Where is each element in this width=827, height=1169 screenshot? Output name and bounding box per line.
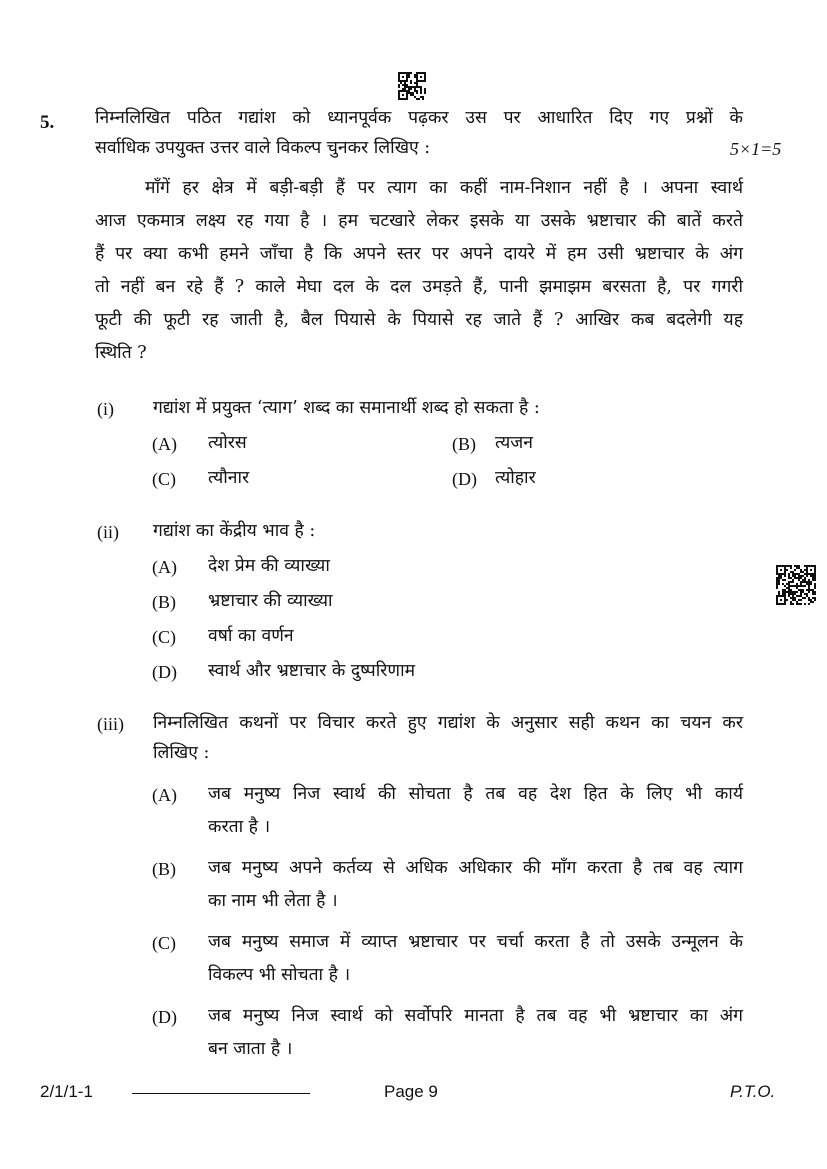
option-text: त्यजन bbox=[495, 433, 533, 453]
paper-code: 2/1/1-1 bbox=[40, 1082, 93, 1101]
option-label: (D) bbox=[452, 469, 477, 489]
subquestion-label: (ii) bbox=[97, 522, 119, 542]
option-label: (D) bbox=[152, 662, 177, 682]
qr-code-top bbox=[398, 72, 426, 100]
passage-line: माँगें हर क्षेत्र में बड़ी-बड़ी हैं पर त्याग का कहीं नाम-निशान नहीं है । अपना स्वार्थ bbox=[145, 178, 743, 198]
passage-line: तो नहीं बन रहे हैं ? काले मेघा दल के दल उमड़ते हैं, पानी झमाझम बरसता है, पर गगरी bbox=[95, 277, 743, 297]
subquestion-text: गद्यांश का केंद्रीय भाव है : bbox=[153, 521, 316, 541]
option-text: त्योरस bbox=[208, 433, 247, 453]
question-number: 5. bbox=[40, 112, 55, 133]
qr-code-side bbox=[776, 565, 816, 605]
passage-line: स्थिति ? bbox=[95, 343, 147, 363]
passage-line: आज एकमात्र लक्ष्य रह गया है । हम चटखारे लेकर इसके या उसके भ्रष्टाचार की बातें करते bbox=[95, 211, 743, 231]
option-label: (B) bbox=[152, 592, 176, 612]
option-text: वर्षा का वर्णन bbox=[208, 626, 294, 646]
question-instruction-cont: सर्वाधिक उपयुक्त उत्तर वाले विकल्प चुनकर लिखिए : bbox=[95, 138, 431, 158]
option-text-cont: का नाम भी लेता है । bbox=[208, 891, 338, 911]
option-text: त्यौनार bbox=[208, 468, 250, 488]
option-text: जब मनुष्य समाज में व्याप्त भ्रष्टाचार पर चर्चा करता है तो उसके उन्मूलन के bbox=[208, 932, 743, 952]
page-number: Page 9 bbox=[384, 1082, 438, 1101]
option-text: जब मनुष्य निज स्वार्थ की सोचता है तब वह देश हित के लिए भी कार्य bbox=[208, 784, 743, 804]
pto-label: P.T.O. bbox=[730, 1082, 776, 1101]
option-label: (A) bbox=[152, 434, 177, 454]
option-text: देश प्रेम की व्याख्या bbox=[208, 556, 330, 576]
subquestion-text: गद्यांश में प्रयुक्त ‘त्याग’ शब्द का समानार्थी शब्द हो सकता है : bbox=[153, 398, 540, 418]
option-text: स्वार्थ और भ्रष्टाचार के दुष्परिणाम bbox=[208, 661, 416, 681]
option-label: (A) bbox=[152, 785, 177, 805]
option-label: (D) bbox=[152, 1007, 177, 1027]
passage bbox=[95, 172, 743, 370]
subquestion-label: (i) bbox=[97, 399, 114, 419]
option-text: जब मनुष्य अपने कर्तव्य से अधिक अधिकार की माँग करता है तब वह त्याग bbox=[208, 858, 743, 878]
option-label: (C) bbox=[152, 469, 176, 489]
option-text-cont: करता है । bbox=[208, 817, 271, 837]
option-label: (A) bbox=[152, 557, 177, 577]
option-text-cont: बन जाता है । bbox=[208, 1039, 293, 1059]
subquestion-text: निम्नलिखित कथनों पर विचार करते हुए गद्यांश के अनुसार सही कथन का चयन कर bbox=[153, 713, 743, 733]
subquestion-label: (iii) bbox=[97, 714, 124, 734]
passage-line: फूटी की फूटी रह जाती है, बैल पियासे के पियासे रह जाते हैं ? आखिर कब बदलेगी यह bbox=[95, 310, 743, 330]
option-label: (C) bbox=[152, 627, 176, 647]
option-label: (C) bbox=[152, 933, 176, 953]
option-label: (B) bbox=[452, 434, 476, 454]
footer-divider bbox=[132, 1093, 310, 1094]
marks-label: 5×1=5 bbox=[730, 139, 782, 159]
option-text: त्योहार bbox=[495, 468, 536, 488]
question-instruction: निम्नलिखित पठित गद्यांश को ध्यानपूर्वक पढ़कर उस पर आधारित दिए गए प्रश्नों के bbox=[95, 108, 743, 128]
option-text: जब मनुष्य निज स्वार्थ को सर्वोपरि मानता है तब वह भी भ्रष्टाचार का अंग bbox=[208, 1006, 743, 1026]
option-text-cont: विकल्प भी सोचता है । bbox=[208, 965, 351, 985]
option-label: (B) bbox=[152, 859, 176, 879]
subquestion-text-cont: लिखिए : bbox=[153, 743, 210, 763]
passage-line: हैं पर क्या कभी हमने जाँचा है कि अपने स्तर पर अपने दायरे में हम उसी भ्रष्टाचार के अंग bbox=[95, 244, 743, 264]
option-text: भ्रष्टाचार की व्याख्या bbox=[208, 591, 333, 611]
